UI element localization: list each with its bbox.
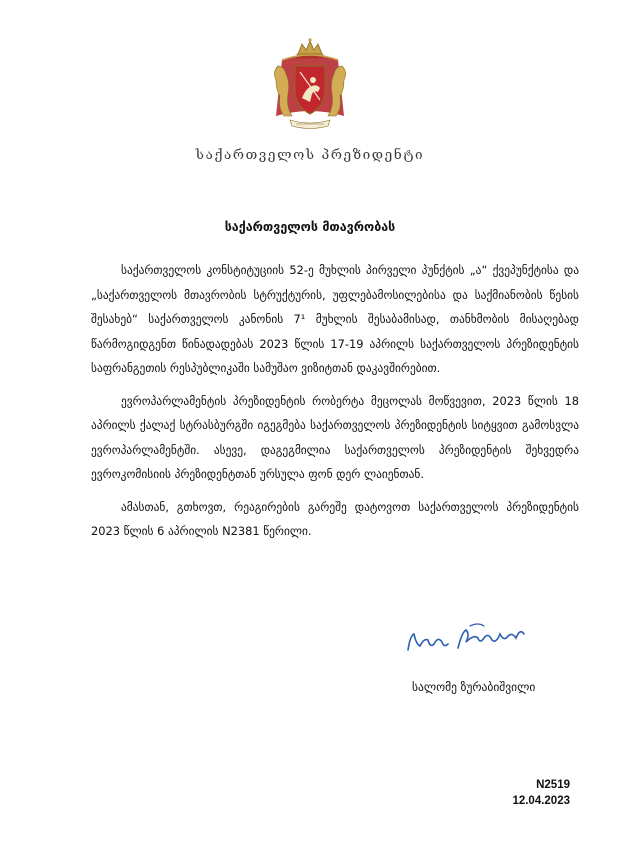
paragraph-2: ევროპარლამენტის პრეზიდენტის რობერტა მეცოლას მოწვევით, 2023 წლის 18 აპრილს ქალაქ სტრასბურგში იგეგმება საქართველოს პრეზიდენტის სიტყვით გამოსვლა ევროპარლამენტში. ასევე, დაგეგმილია საქართველოს პრეზიდენტის შეხვედრა ევროკომისიის პრეზიდენტთან ურსულა ფონ დერ ლაიენთან. [91, 393, 579, 481]
letterhead-title: საქართველოს პრეზიდენტი [195, 147, 425, 163]
paragraph-3: ამასთან, გთხოვთ, რეაგირების გარეშე დატოვოთ საქართველოს პრეზიდენტის 2023 წლის 6 აპრილის N2381 წერილი. [91, 499, 579, 538]
document-number: N2519 [536, 779, 570, 791]
letter-body [91, 258, 579, 552]
paragraph-1: საქართველოს კონსტიტუციის 52-ე მუხლის პირველი პუნქტის „ა“ ქვეპუნქტისა და „საქართველოს მთავრობის სტრუქტურის, უფლებამოსილებისა და საქმიანობის წესის შესახებ“ საქართველოს კანონის 7¹ მუხლის შესაბამისად, თანხმობის მისაღებად წარმოგიდგენთ წინადადებას 2023 წლის 17-19 აპრილს საქართველოს პრეზიდენტის საფრანგეთის რესპუბლიკაში სამუშაო ვიზიტთან დაკავშირებით. [91, 263, 579, 375]
presidential-emblem-icon [262, 36, 358, 132]
handwritten-signature-icon [400, 614, 560, 658]
addressee: საქართველოს მთავრობას [224, 219, 396, 234]
signer-name: სალომე ზურაბიშვილი [412, 680, 536, 694]
document-date: 12.04.2023 [512, 795, 570, 807]
